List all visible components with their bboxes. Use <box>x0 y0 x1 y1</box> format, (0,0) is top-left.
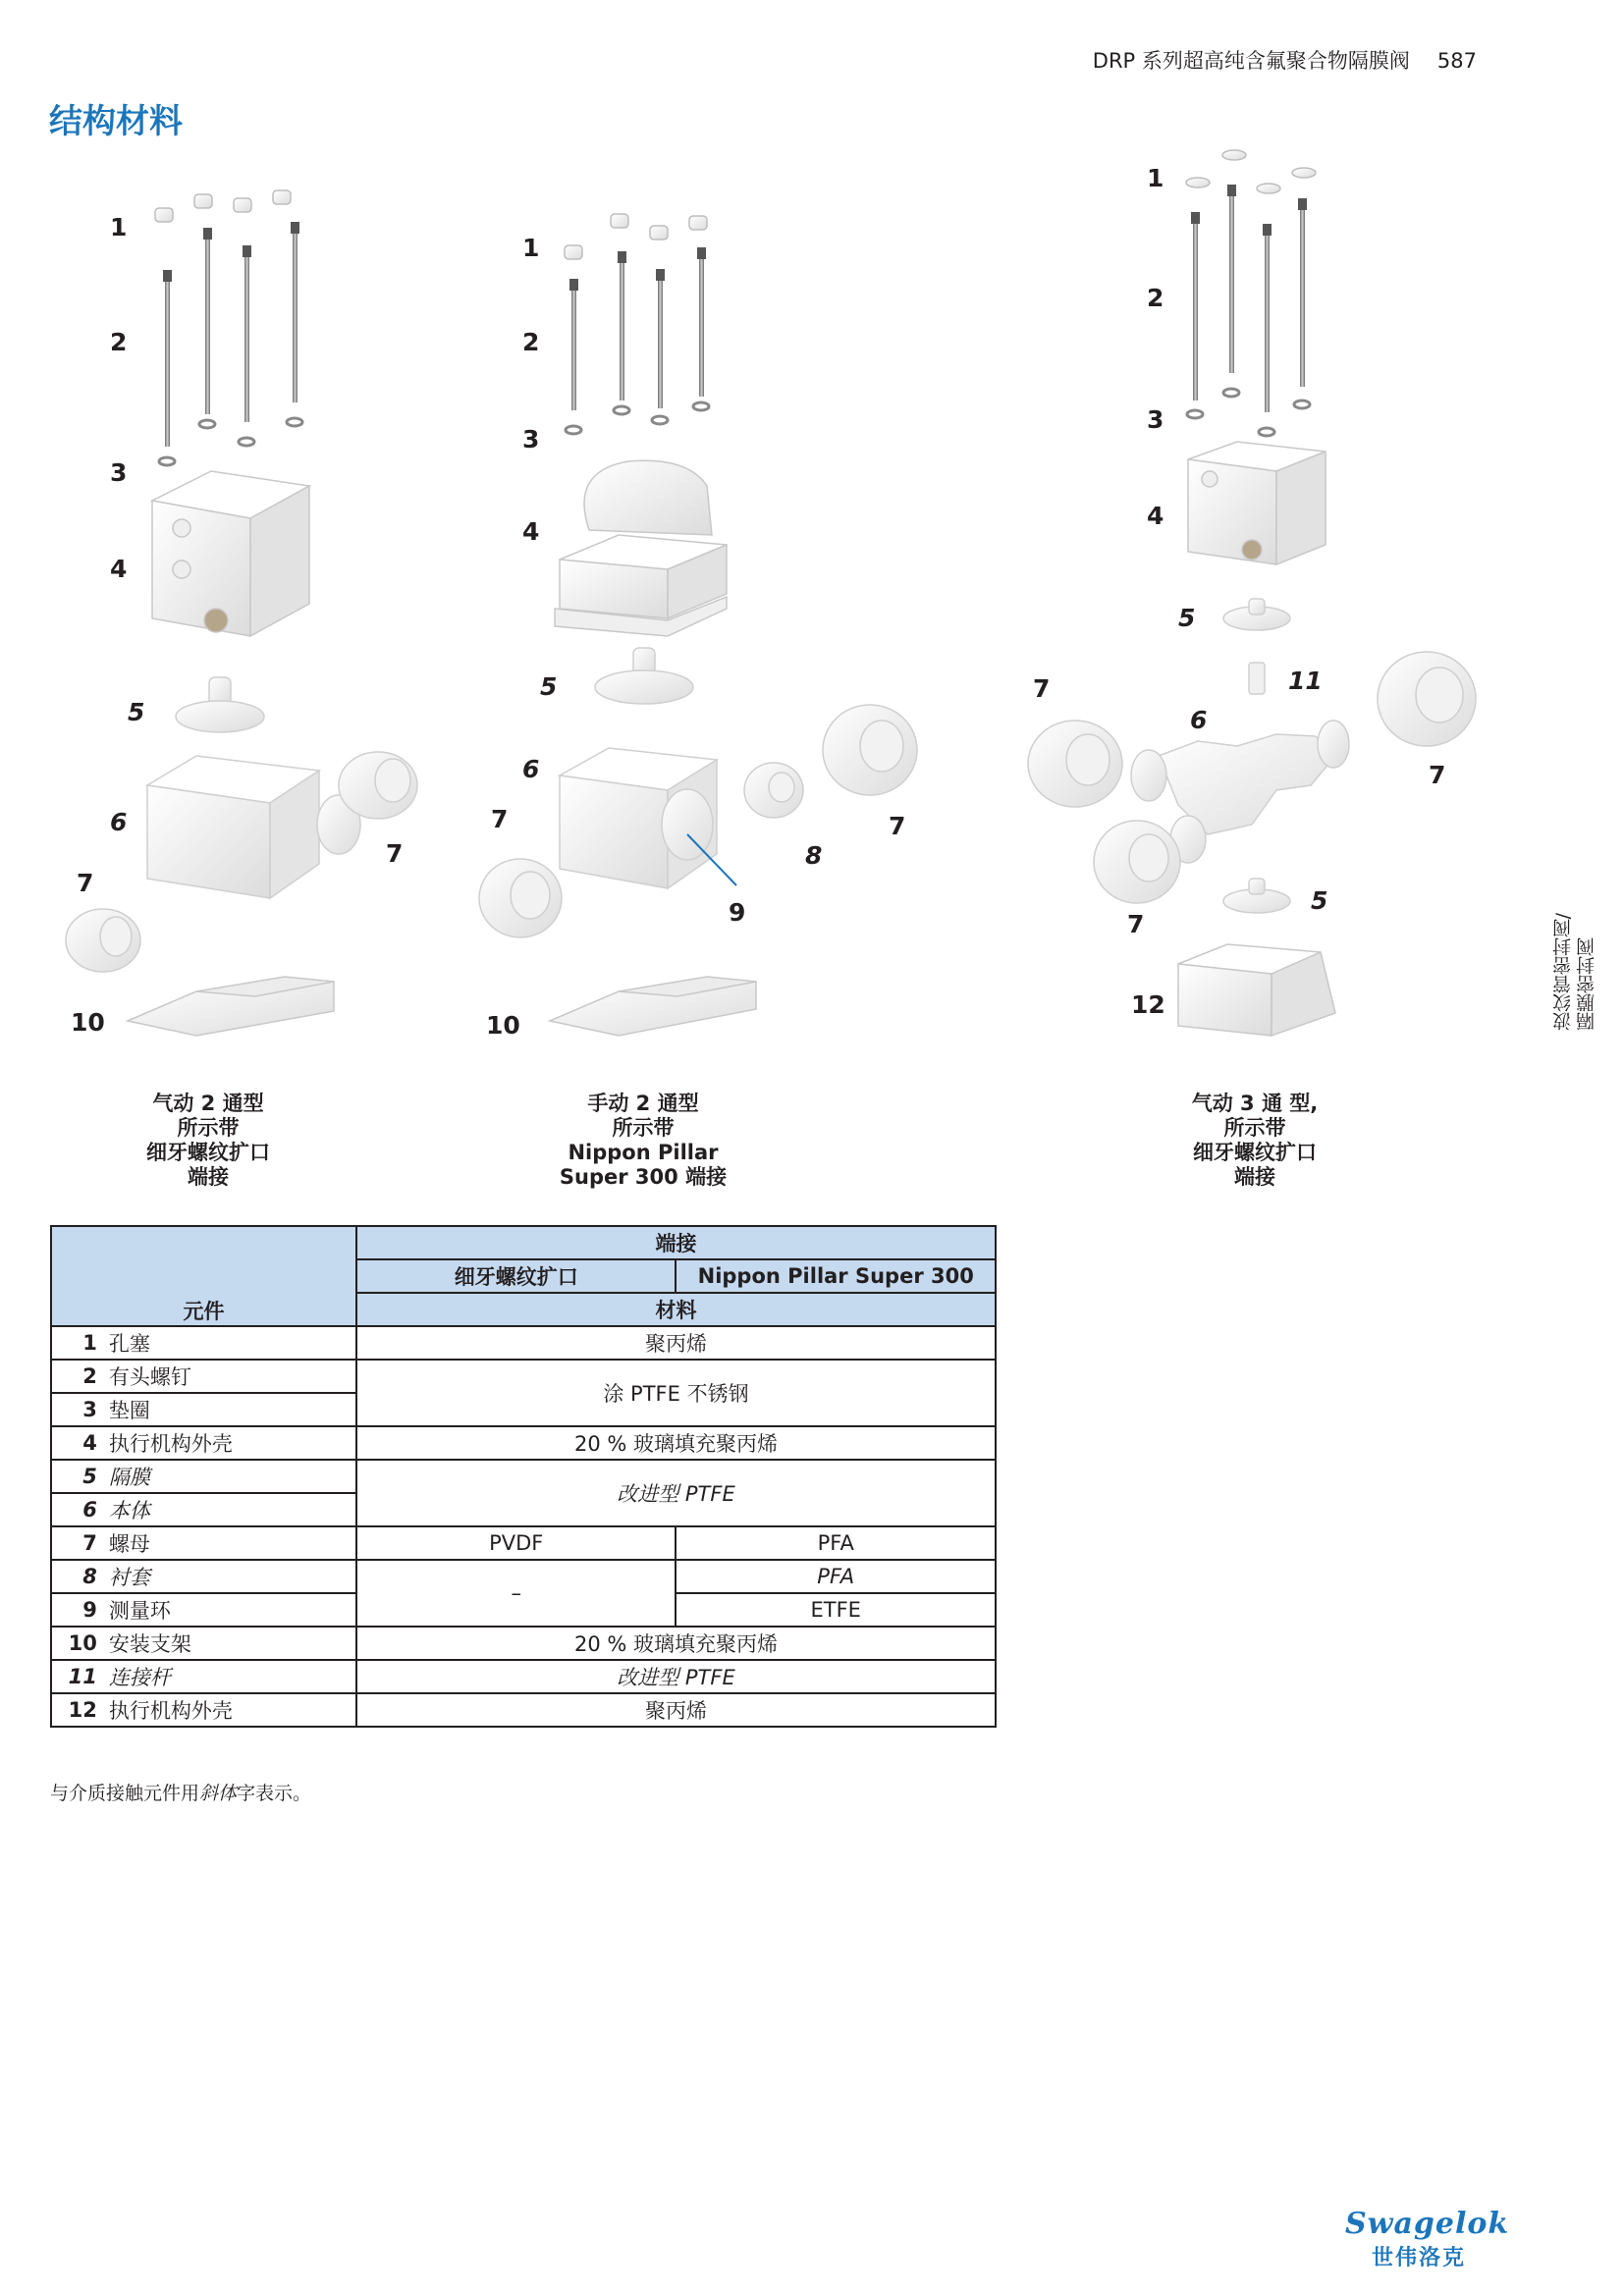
row-material-nippon: PFA <box>676 1526 996 1560</box>
row-number: 4 <box>51 1426 103 1460</box>
row-number: 7 <box>51 1526 103 1560</box>
diaphragm-part <box>176 677 264 732</box>
callout-label: 5 <box>128 698 145 726</box>
row-component: 有头螺钉 <box>103 1360 356 1393</box>
row-number: 6 <box>51 1493 103 1526</box>
row-component: 孔塞 <box>103 1326 356 1360</box>
right-assembly <box>1028 150 1476 1036</box>
callout-label: 2 <box>110 328 128 356</box>
header-connection: 端接 <box>356 1226 996 1259</box>
plug-parts <box>1186 150 1316 193</box>
caption-line: 细牙螺纹扩口 <box>146 1141 270 1164</box>
callout-label: 7 <box>1033 674 1051 703</box>
callout-label: 4 <box>522 517 540 546</box>
row-number: 8 <box>51 1560 103 1593</box>
callout-label: 5 <box>540 672 558 701</box>
row-material: 改进型 PTFE <box>356 1660 996 1693</box>
callout-label: 7 <box>889 812 906 840</box>
table-row <box>51 1426 996 1460</box>
row-component: 测量环 <box>103 1593 356 1627</box>
caption-line: 所示带 <box>612 1116 675 1140</box>
footnote-text: 与介质接触元件用 <box>50 1783 200 1804</box>
caption-left <box>61 1092 355 1190</box>
row-component: 隔膜 <box>103 1460 356 1493</box>
row-material-flare: – <box>356 1560 677 1627</box>
footnote-text: 字表示。 <box>237 1783 312 1804</box>
actuator-housing <box>152 471 309 636</box>
mounting-bracket <box>128 977 334 1036</box>
header-nippon: Nippon Pillar Super 300 <box>676 1259 996 1293</box>
callout-label: 4 <box>110 555 128 583</box>
caption-line: 所示带 <box>1223 1116 1286 1140</box>
callout-label: 7 <box>77 869 94 897</box>
row-number: 2 <box>51 1360 103 1393</box>
actuator-housing-bottom <box>1178 944 1335 1036</box>
screw-parts <box>163 222 299 447</box>
callout-label: 7 <box>386 839 404 868</box>
callout-label: 8 <box>805 841 823 870</box>
callout-label: 10 <box>71 1008 105 1037</box>
callout-label: 5 <box>1311 886 1328 915</box>
callout-label: 4 <box>1147 502 1164 530</box>
logo-brand: Swagelok <box>1345 2207 1510 2241</box>
callout-label: 7 <box>1429 761 1446 789</box>
section-title: 结构材料 <box>49 102 183 141</box>
table-row <box>51 1693 996 1727</box>
table-row <box>51 1660 996 1693</box>
page-header <box>1093 45 1477 75</box>
table-row <box>51 1460 996 1493</box>
plug-parts <box>155 190 291 222</box>
actuator-housing <box>1188 442 1326 564</box>
materials-table <box>50 1225 997 1728</box>
logo-chinese: 世伟洛克 <box>1371 2246 1466 2270</box>
callout-label: 3 <box>110 458 128 487</box>
screw-parts <box>569 247 706 410</box>
side-tab-line: 隔膜密封阀 <box>1576 937 1597 1032</box>
row-material: 涂 PTFE 不锈钢 <box>356 1360 996 1426</box>
row-number: 10 <box>51 1627 103 1660</box>
table-row <box>51 1360 996 1393</box>
caption-line: 所示带 <box>177 1116 240 1140</box>
row-component: 本体 <box>103 1493 356 1526</box>
row-component: 执行机构外壳 <box>103 1426 356 1460</box>
page-number: 587 <box>1436 49 1477 73</box>
row-number: 3 <box>51 1393 103 1426</box>
callout-label: 10 <box>486 1011 520 1040</box>
callout-label: 11 <box>1288 667 1323 695</box>
row-number: 1 <box>51 1326 103 1360</box>
caption-line: 端接 <box>188 1165 229 1189</box>
sleeve-part <box>744 763 803 818</box>
caption-line: 细牙螺纹扩口 <box>1193 1141 1317 1164</box>
washer-parts <box>566 402 709 434</box>
row-component: 螺母 <box>103 1526 356 1560</box>
row-component: 垫圈 <box>103 1393 356 1426</box>
screw-parts <box>1191 185 1307 412</box>
row-material: 聚丙烯 <box>356 1326 996 1360</box>
valve-body <box>560 748 717 888</box>
row-component: 安装支架 <box>103 1627 356 1660</box>
row-number: 9 <box>51 1593 103 1627</box>
callout-label: 9 <box>729 898 746 927</box>
row-component: 衬套 <box>103 1560 356 1593</box>
table-row <box>51 1560 996 1593</box>
caption-middle <box>496 1092 790 1190</box>
callout-label: 3 <box>1147 405 1164 434</box>
row-number: 11 <box>51 1660 103 1693</box>
footnote-italic: 斜体 <box>199 1783 238 1804</box>
diaphragm-part <box>595 648 693 704</box>
row-material: 20 % 玻璃填充聚丙烯 <box>356 1627 996 1660</box>
callout-label: 1 <box>522 234 540 262</box>
callout-label: 7 <box>1127 910 1145 938</box>
valve-body <box>147 756 360 898</box>
table-row <box>51 1627 996 1660</box>
row-material: 改进型 PTFE <box>356 1460 996 1526</box>
row-material-nippon: PFA <box>676 1560 996 1593</box>
caption-line: 手动 2 通型 <box>587 1092 699 1115</box>
row-material: 聚丙烯 <box>356 1693 996 1727</box>
side-tab <box>1551 913 1610 1031</box>
callout-label: 6 <box>522 755 540 783</box>
caption-right <box>1108 1092 1402 1190</box>
row-component: 连接杆 <box>103 1660 356 1693</box>
callout-label: 3 <box>522 425 540 454</box>
callout-label: 5 <box>1178 604 1196 632</box>
series-title: DRP 系列超高纯含氟聚合物隔膜阀 <box>1092 49 1410 73</box>
callout-label: 2 <box>522 328 540 356</box>
callout-label: 1 <box>1147 164 1164 192</box>
caption-line: 端接 <box>1234 1165 1275 1189</box>
washer-parts <box>159 418 302 465</box>
callout-label: 2 <box>1147 284 1164 312</box>
callout-label: 7 <box>491 805 509 833</box>
row-number: 12 <box>51 1693 103 1727</box>
header-component: 元件 <box>51 1226 356 1326</box>
handle-actuator <box>555 460 727 636</box>
washer-parts <box>1187 389 1310 436</box>
footnote <box>50 1779 311 1805</box>
row-material-nippon: ETFE <box>676 1593 996 1627</box>
side-tab-line: 波纹管密封阀/ <box>1552 913 1574 1032</box>
header-material: 材料 <box>356 1293 996 1326</box>
row-material-flare: PVDF <box>356 1526 677 1560</box>
callout-label: 6 <box>110 808 128 836</box>
row-component: 执行机构外壳 <box>103 1693 356 1727</box>
caption-line: 气动 2 通型 <box>152 1092 264 1115</box>
row-number: 5 <box>51 1460 103 1493</box>
exploded-views <box>59 147 1492 1070</box>
caption-line: Super 300 端接 <box>559 1165 728 1189</box>
row-material: 20 % 玻璃填充聚丙烯 <box>356 1426 996 1460</box>
plug-parts <box>565 214 707 259</box>
header-flare: 细牙螺纹扩口 <box>356 1259 677 1293</box>
callout-label: 12 <box>1131 990 1165 1019</box>
swagelok-logo <box>1345 2207 1510 2271</box>
left-assembly <box>66 190 417 1037</box>
callout-label: 6 <box>1190 706 1208 734</box>
caption-line: Nippon Pillar <box>568 1141 719 1164</box>
exploded-views-svg <box>59 147 1492 1070</box>
callout-label: 1 <box>110 213 128 241</box>
middle-assembly <box>479 214 917 1040</box>
caption-line: 气动 3 通 型, <box>1191 1092 1319 1115</box>
table-row <box>51 1326 996 1360</box>
mounting-bracket <box>550 977 756 1036</box>
table-row <box>51 1526 996 1560</box>
